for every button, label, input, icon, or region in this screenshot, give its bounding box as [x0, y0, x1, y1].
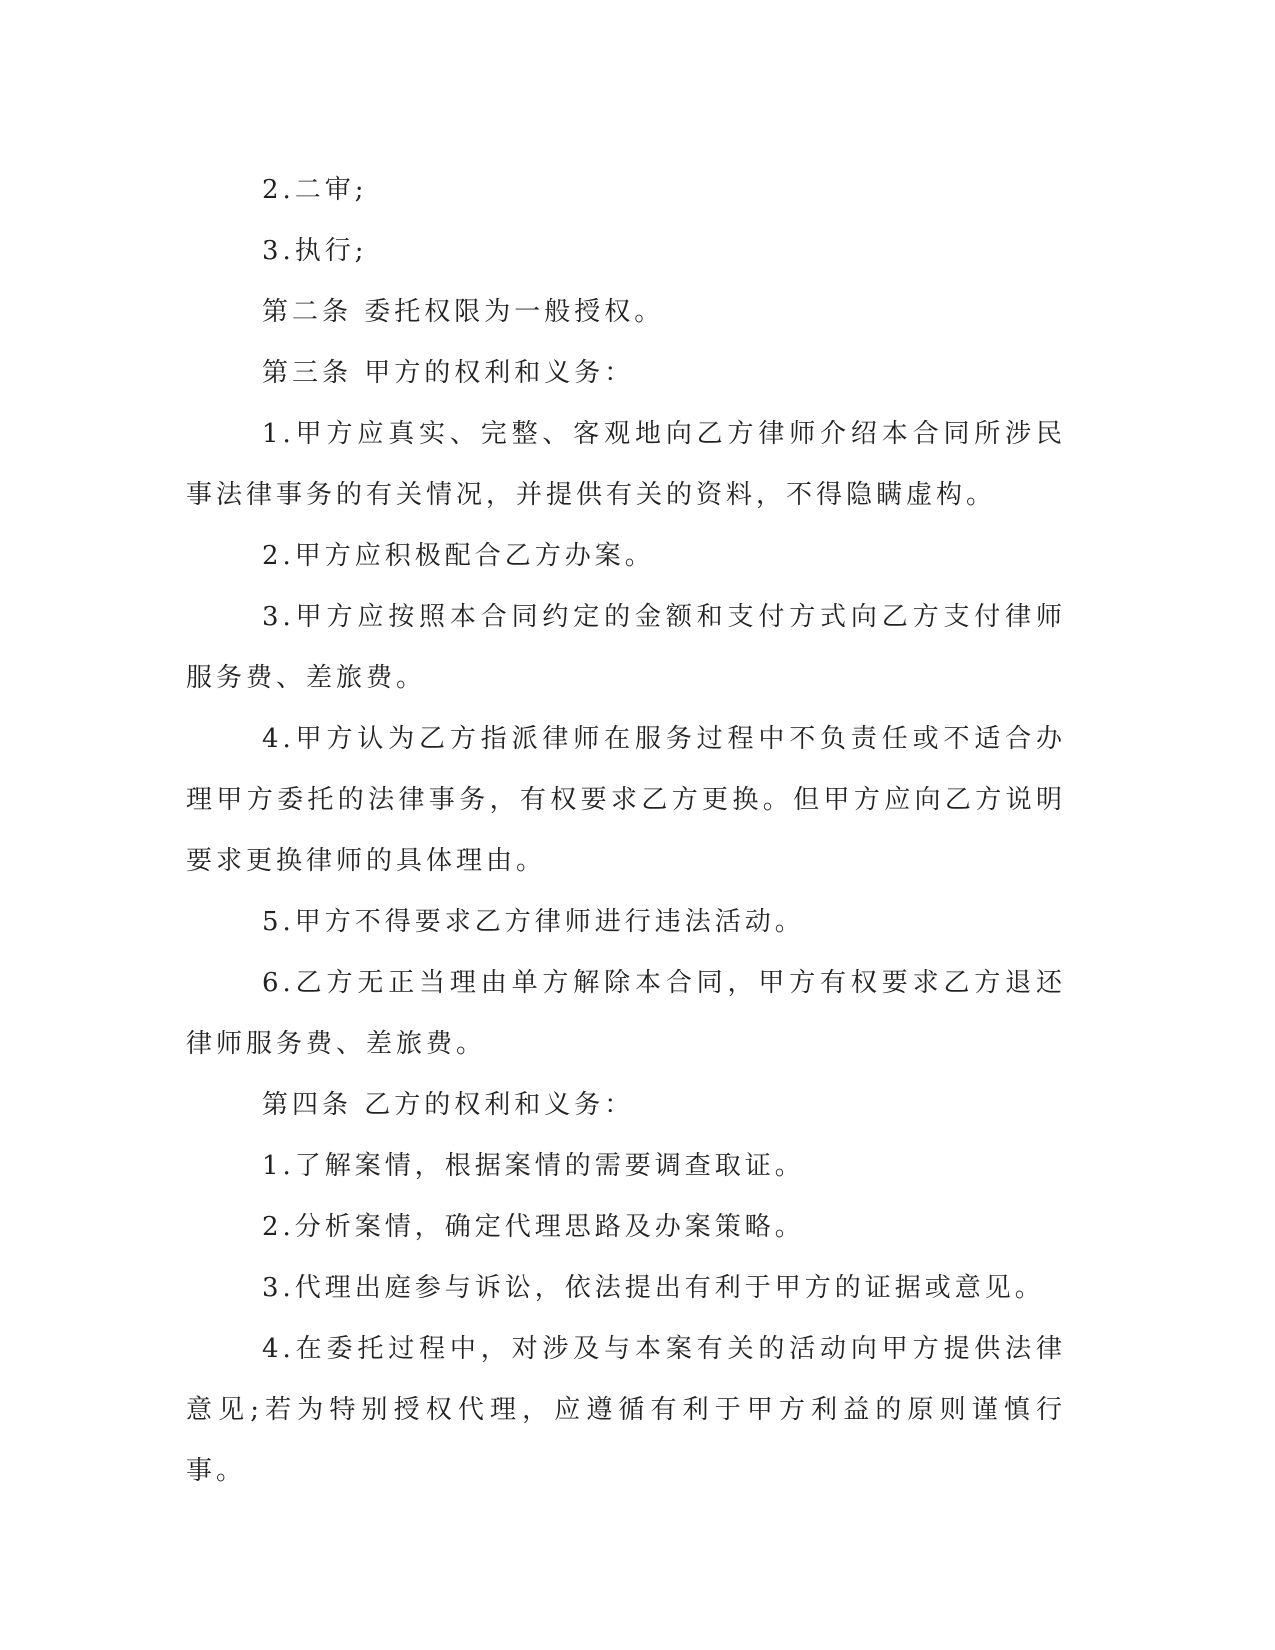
paragraph-item-2-second-instance: 2.二审;: [262, 175, 368, 205]
article-3-clause-5: 5.甲方不得要求乙方律师进行违法活动。: [262, 907, 805, 937]
article-3-clause-2: 2.甲方应积极配合乙方办案。: [262, 541, 655, 571]
article-3-clause-6: 6.乙方无正当理由单方解除本合同，甲方有权要求乙方退还律师服务费、差旅费。: [186, 968, 1066, 1059]
article-3-clause-1: 1.甲方应真实、完整、客观地向乙方律师介绍本合同所涉民事法律事务的有关情况，并提供有关的资料，不得隐瞒虚构。: [186, 419, 1066, 510]
article-4-clause-2: 2.分析案情，确定代理思路及办案策略。: [262, 1212, 805, 1242]
article-4-heading: 第四条 乙方的权利和义务：: [262, 1090, 635, 1120]
article-4-clause-3: 3.代理出庭参与诉讼，依法提出有利于甲方的证据或意见。: [262, 1273, 1045, 1303]
article-4-clause-1: 1.了解案情，根据案情的需要调查取证。: [262, 1151, 805, 1181]
article-4-clause-4: 4.在委托过程中，对涉及与本案有关的活动向甲方提供法律意见;若为特别授权代理，应遵循有利于甲方利益的原则谨慎行事。: [186, 1334, 1066, 1486]
article-3-clause-4: 4.甲方认为乙方指派律师在服务过程中不负责任或不适合办理甲方委托的法律事务，有权要求乙方更换。但甲方应向乙方说明要求更换律师的具体理由。: [186, 724, 1066, 876]
article-3-heading: 第三条 甲方的权利和义务：: [262, 358, 635, 388]
article-2-heading: 第二条 委托权限为一般授权。: [262, 297, 665, 327]
article-3-clause-3: 3.甲方应按照本合同约定的金额和支付方式向乙方支付律师服务费、差旅费。: [186, 602, 1066, 693]
document-body: [186, 160, 1066, 1502]
paragraph-item-3-execution: 3.执行;: [262, 236, 368, 266]
